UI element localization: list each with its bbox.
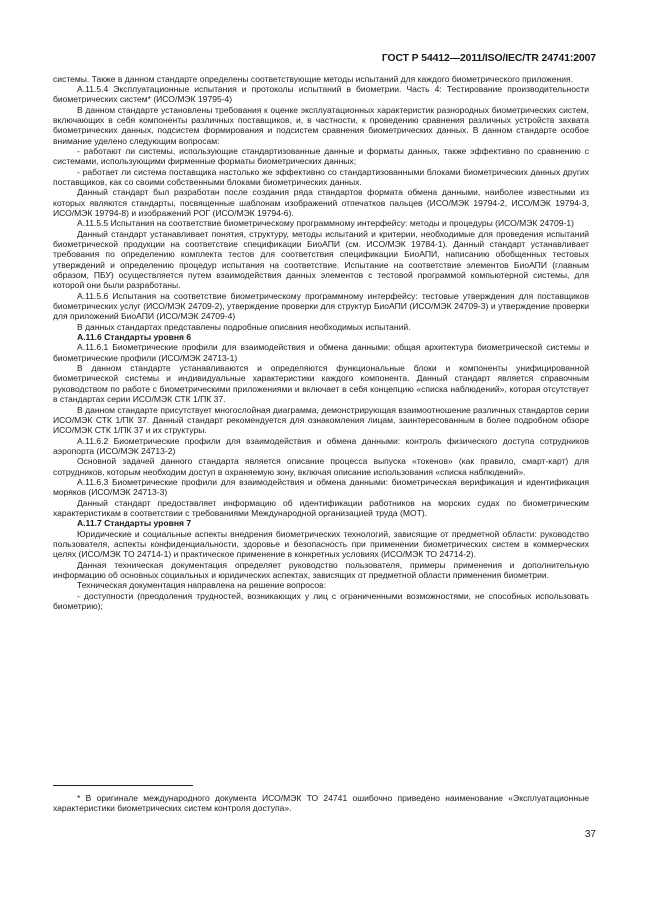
section-heading-bold: A.11.6 Стандарты уровня 6 [77, 332, 192, 343]
list-item: - доступности (преодоления трудностей, возникающих у лиц с ограниченными возможностями, не способных использовать биометрию); [53, 590, 589, 612]
paragraph: Основной задачей данного стандарта является описание процесса выпуска «токенов» (как правило, смарт-карт) для сотрудников, которым необходим доступ в охраняемую зону, включая описание использования «списка наблюдений». [53, 456, 589, 477]
paragraph: системы. Также в данном стандарте определены соответствующие методы испытаний для каждого биометрического приложения. [53, 73, 574, 84]
paragraph: Данный стандарт устанавливает понятия, структуру, методы испытаний и критерии, необходимые для проведения испытаний биометрической продукции на соответствие спецификации БиоАПИ (см. ИСО/МЭК 19784-1). Данный стандарт устанавливает требования по определению комплекта тестов для соответствия спецификации БиоАПИ, написанию обобщенных тестовых утверждений и определению процедур испытания на соответствие. Испытание на соответствие элементов БиоАПИ (главным образом, ПБУ) осуществляется путем взаимодействия данных элементов с тестовой программой компьютерной системы, для которой они были разработаны. [53, 228, 589, 291]
paragraph: В данных стандартах представлены подробные описания необходимых испытаний. [77, 321, 411, 332]
section-heading: A.11.6.2 Биометрические профили для взаимодействия и обмена данными: контроль физического доступа сотрудников аэропорта (ИСО/МЭК 24713-2) [53, 435, 589, 456]
footnote [53, 793, 589, 814]
paragraph: В данном стандарте устанавливаются и определяются функциональные блоки и компоненты унифицированной биометрической системы и индивидуальные характеристики каждого компонента. Данный стандарт является справочным руководством по работе с биометрическими приложениями и включает в себя концепцию «списка наблюдений», которая отсутствует в стандартах серии ИСО/МЭК СТК 1/ПК 37. [53, 363, 589, 405]
section-heading: A.11.6.3 Биометрические профили для взаимодействия и обмена данными: биометрическая верификация и идентификация моряков (ИСО/МЭК 24713-3) [53, 476, 589, 498]
section-heading: A.11.6.1 Биометрические профили для взаимодействия и обмена данными: общая архитектура биометрической системы и биометрические профили (ИСО/МЭК 24713-1) [53, 342, 589, 363]
list-item: - работают ли системы, использующие стандартизованные данные и форматы данных, также эффективно по сравнению с системами, использующими фирменные форматы биометрических данных; [53, 145, 589, 167]
section-heading: A.11.5.4 Эксплуатационные испытания и протоколы испытаний в биометрии. Часть 4: Тестирование производительности биометрических систем* (ИСО/МЭК 19795-4) [53, 83, 589, 105]
body-text [53, 74, 589, 612]
paragraph: Данный стандарт был разработан после создания ряда стандартов формата обмена данными, наиболее известными из которых являются стандарты, посвященные шаблонам изображений отпечатков пальцев (ИСО/МЭК 19794-2, ИСО/МЭК 19794-3, ИСО/МЭК 19794-8) и изображений РОГ (ИСО/МЭК 19794-6). [53, 187, 589, 218]
section-heading: A.11.5.5 Испытания на соответствие биометрическому программному интерфейсу: методы и процедуры (ИСО/МЭК 24709-1) [77, 218, 574, 229]
standard-header: ГОСТ Р 54412—2011/ISO/IEC/TR 24741:2007 [381, 53, 596, 64]
paragraph: Техническая документация направлена на решение вопросов: [77, 580, 327, 591]
page-number: 37 [584, 829, 596, 840]
paragraph: Данный стандарт предоставляет информацию об идентификации работников на морских судах по биометрическим характеристикам в соответствии с требованиями Международной организацией труда (МОТ). [53, 497, 589, 518]
paragraph: Юридические и социальные аспекты внедрения биометрических технологий, зависящие от предметной области: руководство пользователя, аспекты конфиденциальности, здоровье и безопасность при применении биометрических систем в коммерческих целях (ИСО/МЭК ТО 24714-1) и практическое применение в конкретных условиях (ИСО/МЭК ТО 24714-2). [53, 528, 589, 560]
section-heading: A.11.5.6 Испытания на соответствие биометрическому программному интерфейсу: тестовые утверждения для поставщиков биометрических услуг (ИСО/МЭК 24709-2), утверждение проверки для структур БиоАПИ (ИСО/МЭК 24709-3) и утверждение проверки для приложений БиоАПИ (ИСО/МЭК 24709-4) [53, 290, 589, 322]
footnote-text: * В оригинале международного документа ИСО/МЭК ТО 24741 ошибочно приведено наименование «Эксплуатационные характеристики биометрических систем контроля доступа». [53, 793, 589, 814]
paragraph: Данная техническая документация определяет руководство пользователя, примеры применения и дополнительную информацию об основных социальных и юридических аспектах, зависящих от предметной области применения биометрии. [53, 559, 589, 580]
section-heading-bold: A.11.7 Стандарты уровня 7 [77, 518, 192, 529]
list-item: - работает ли система поставщика настолько же эффективно со стандартизованными блоками биометрических данных других поставщиков, как со своими собственными блоками биометрических данных. [53, 166, 589, 187]
footnote-divider [53, 785, 193, 786]
paragraph: В данном стандарте установлены требования к оценке эксплуатационных характеристик разнородных биометрических систем, включающих в себя компоненты различных поставщиков, и, в частности, к проведению сравнения различных устройств захвата биометрических данных, подсистем формирования и подсистем сравнения биометрических данных. В данном стандарте особое внимание уделено следующим вопросам: [53, 104, 589, 146]
paragraph: В данном стандарте присутствует многослойная диаграмма, демонстрирующая взаимоотношение различных стандартов серии ИСО/МЭК СТК 1/ПК 37. Данный стандарт рекомендуется для ознакомления лицам, заинтересованным в более подробном обзоре ИСО/МЭК СТК 1/ПК 37 и их структуры. [53, 404, 589, 436]
